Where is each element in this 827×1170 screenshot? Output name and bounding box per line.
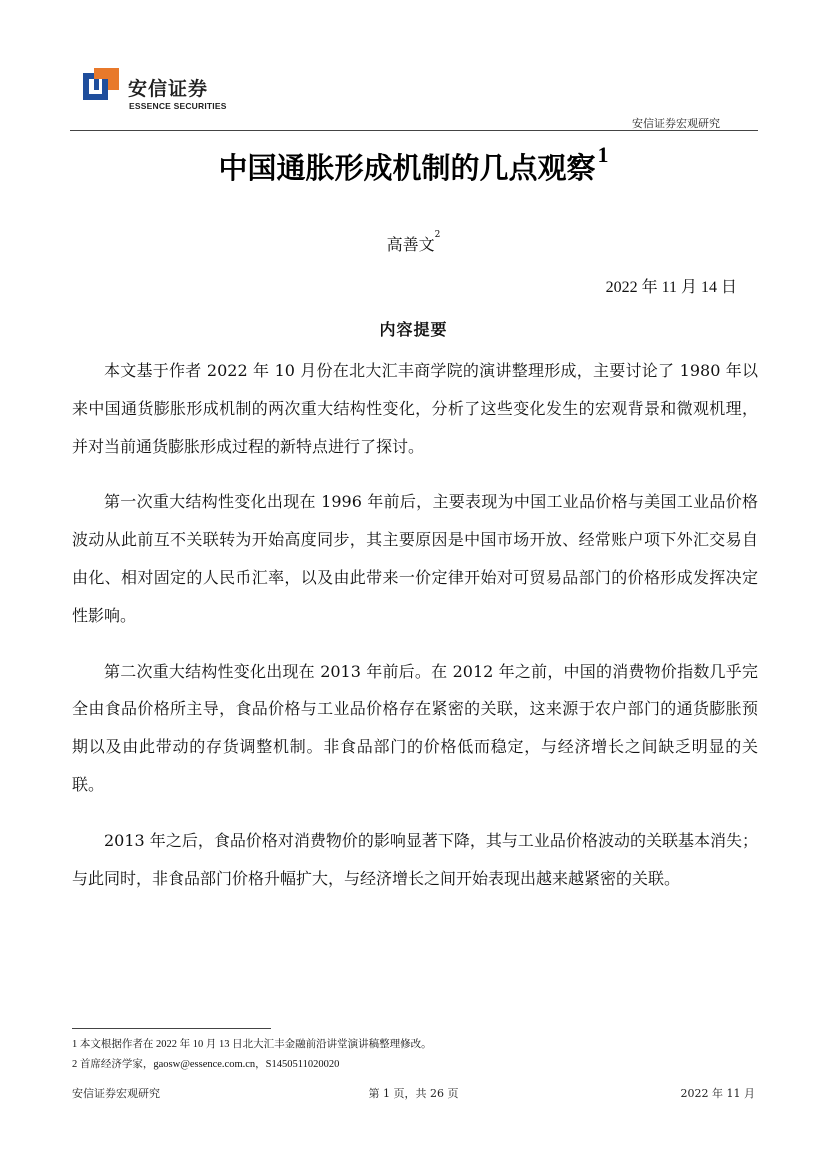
essence-logo-icon [83,68,119,100]
author-name: 高善文 [386,235,435,254]
header-label: 安信证券宏观研究 [632,117,720,130]
abstract-body [72,352,758,915]
footer-date: 2022 年 11 月 [680,1087,755,1100]
title-footnote-mark[interactable]: 1 [597,142,609,167]
paragraph-4: 2013 年之后，食品价格对消费物价的影响显著下降，其与工业品价格波动的关联基本消失；与此同时，非食品部门价格升幅扩大，与经济增长之间开始表现出越来越紧密的关联。 [72,830,758,888]
footer-left: 安信证券宏观研究 [72,1087,160,1100]
title-text: 中国通胀形成机制的几点观察 [218,151,596,185]
footnote-2: 2 首席经济学家，gaosw@essence.com.cn，S1450511020020 [72,1059,340,1070]
header-divider [70,130,758,131]
logo-text-en: ESSENCE SECURITIES [129,101,227,111]
report-date: 2022 年 11 月 14 日 [605,279,737,296]
abstract-heading: 内容提要 [379,320,448,339]
paragraph-1: 本文基于作者 2022 年 10 月份在北大汇丰商学院的演讲整理形成，主要讨论了 1980 年以来中国通货膨胀形成机制的两次重大结构性变化，分析了这些变化发生的宏观背景和微观机理，并对当前通货膨胀形成过程的新特点进行了探讨。 [72,361,758,456]
page-number: 第 1 页，共 26 页 [368,1087,459,1100]
footnote-1: 1 本文根据作者在 2022 年 10 月 13 日北大汇丰金融前沿讲堂演讲稿整理修改。 [72,1039,432,1050]
footnote-divider [72,1028,271,1029]
author [0,232,827,255]
logo-text-cn: 安信证券 [128,78,209,100]
page-title [0,142,827,187]
author-footnote-mark[interactable]: 2 [434,230,441,240]
paragraph-2: 第一次重大结构性变化出现在 1996 年前后，主要表现为中国工业品价格与美国工业品价格波动从此前互不关联转为开始高度同步，其主要原因是中国市场开放、经常账户项下外汇交易自由化、相对固定的人民币汇率，以及由此带来一价定律开始对可贸易品部门的价格形成发挥决定性影响。 [72,492,758,625]
paragraph-3: 第二次重大结构性变化出现在 2013 年前后。在 2012 年之前，中国的消费物价指数几乎完全由食品价格所主导，食品价格与工业品价格存在紧密的关联，这来源于农户部门的通货膨胀预期以及由此带动的存货调整机制。非食品部门的价格低而稳定，与经济增长之间缺乏明显的关联。 [72,661,758,794]
